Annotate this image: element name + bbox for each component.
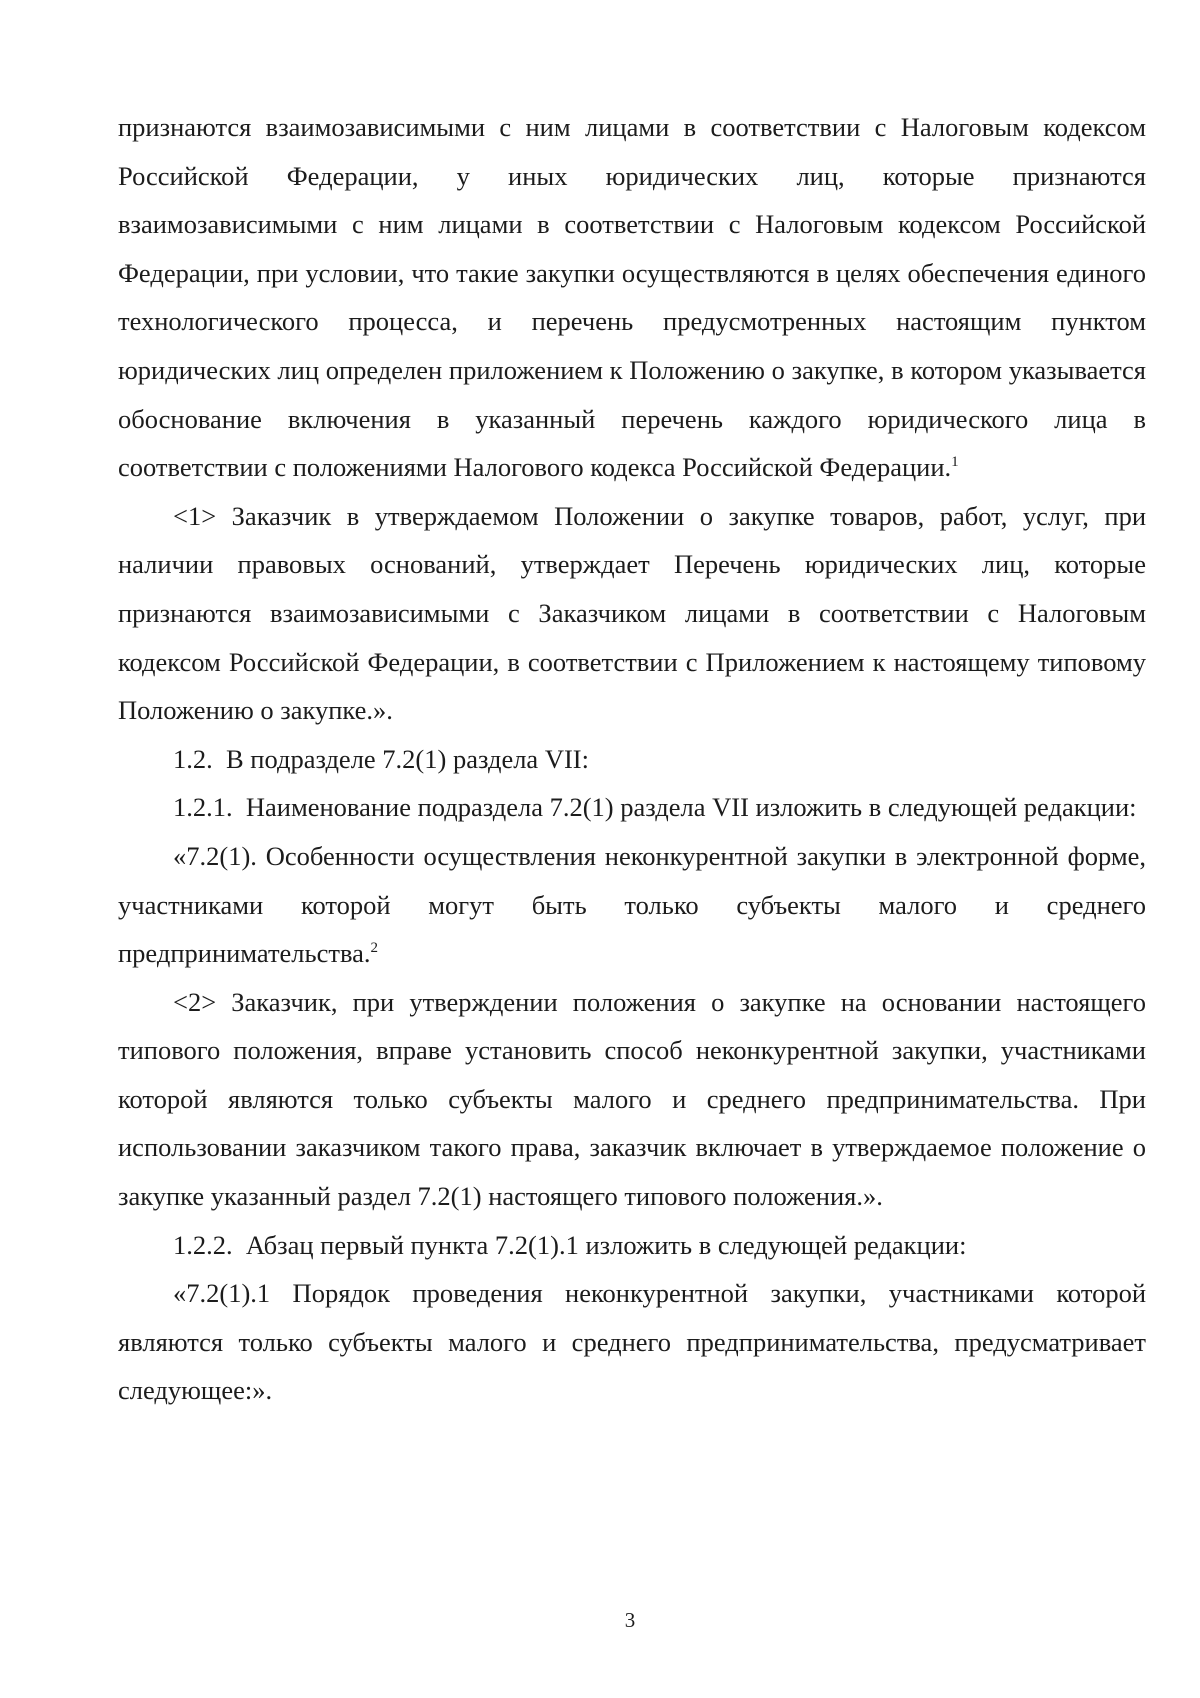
paragraph-6-text: <2> Заказчик, при утверждении положения о закупке на основании настоящего типового положения, вправе установить способ неконкурентной закупки, участниками которой являются только субъекты малого и среднего предпринимательства. При использовании заказчиком такого права, заказчик включает в утверждаемое положение о закупке указанный раздел 7.2(1) настоящего типового положения.».	[118, 986, 1146, 1212]
document-page	[118, 103, 1146, 1415]
paragraph-2-text: <1> Заказчик в утверждаемом Положении о закупке товаров, работ, услуг, при наличии правовых оснований, утверждает Перечень юридических лиц, которые признаются взаимозависимыми с Заказчиком лицами в соответствии с Налоговым кодексом Российской Федерации, в соответствии с Приложением к настоящему типовому Положению о закупке.».	[118, 500, 1146, 726]
quoted-section-7-2-1-title	[118, 832, 1146, 978]
paragraph-1-text: признаются взаимозависимыми с ним лицами в соответствии с Налоговым кодексом Российской Федерации, у иных юридических лиц, которые признаются взаимозависимыми с ним лицами в соответствии с Налоговым кодексом Российской Федерации, при условии, что такие закупки осуществляются в целях обеспечения единого технологического процесса, и перечень предусмотренных настоящим пунктом юридических лиц определен приложением к Положению о закупке, в котором указывается обоснование включения в указанный перечень каждого юридического лица в соответствии с положениями Налогового кодекса Российской Федерации.	[118, 112, 1146, 483]
paragraph-8-text: «7.2(1).1 Порядок проведения неконкурентной закупки, участниками которой являются только субъекты малого и среднего предпринимательства, предусматривает следующее:».	[118, 1278, 1146, 1406]
footnote-1-text	[118, 492, 1146, 735]
paragraph-5-text: «7.2(1). Особенности осуществления неконкурентной закупки в электронной форме, участниками которой могут быть только субъекты малого и среднего предпринимательства.	[118, 840, 1146, 969]
item-1-2-heading	[118, 735, 1146, 784]
paragraph-3-text: 1.2. В подразделе 7.2(1) раздела VII:	[173, 743, 589, 774]
quoted-item-7-2-1-1	[118, 1269, 1146, 1415]
item-1-2-2	[118, 1221, 1146, 1270]
paragraph-4-text: 1.2.1. Наименование подраздела 7.2(1) раздела VII изложить в следующей редакции:	[173, 792, 1137, 823]
footnote-2-text	[118, 978, 1146, 1221]
page-number: 3	[624, 1608, 636, 1632]
footnote-ref-2: 2	[370, 940, 379, 957]
paragraph-7-text: 1.2.2. Абзац первый пункта 7.2(1).1 изложить в следующей редакции:	[173, 1229, 967, 1260]
item-1-2-1	[118, 783, 1146, 832]
paragraph-1-continuation	[118, 103, 1146, 492]
footnote-ref-1: 1	[951, 454, 959, 471]
